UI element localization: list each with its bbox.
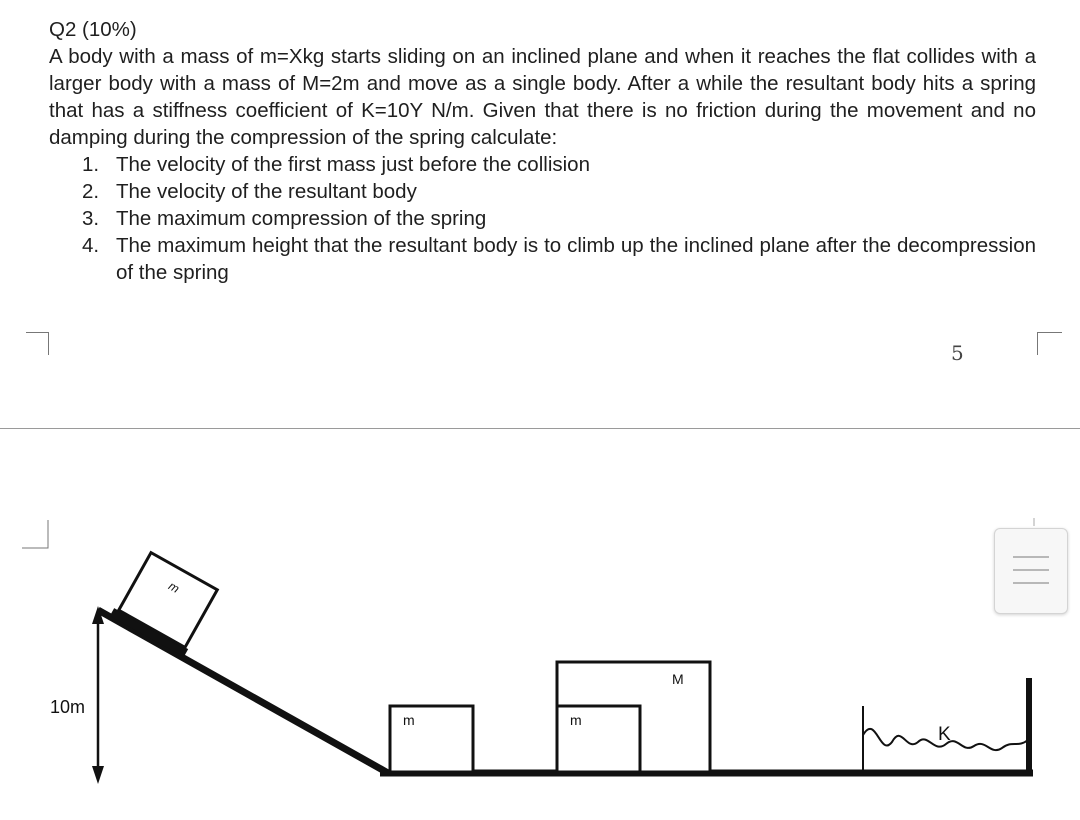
list-item-number: 2. xyxy=(82,180,100,203)
inclined-plane xyxy=(98,610,388,773)
margin-corner-mark-left xyxy=(26,332,49,355)
combined-large-label: M xyxy=(672,671,684,687)
list-item-text: The velocity of the first mass just before the collision xyxy=(116,153,590,176)
list-item-text: The velocity of the resultant body xyxy=(116,180,417,203)
list-item xyxy=(49,205,1036,232)
list-item xyxy=(49,151,1036,178)
margin-corner-mark-lower xyxy=(22,520,48,548)
list-item-number: 3. xyxy=(82,207,100,230)
scroll-handle[interactable] xyxy=(994,528,1068,614)
list-item-text: The maximum height that the resultant body is to climb up the inclined plane after the decompression of the spring xyxy=(116,234,1036,284)
mass-on-incline-label: m xyxy=(166,578,182,596)
spring-label: K xyxy=(938,724,951,745)
combined-small-label: m xyxy=(570,712,582,728)
list-item xyxy=(49,178,1036,205)
page-number: 5 xyxy=(951,341,964,365)
list-item-number: 4. xyxy=(82,234,100,257)
height-arrow-bottom-head xyxy=(92,766,104,784)
question-title: Q2 (10%) xyxy=(49,18,137,41)
question-block xyxy=(49,16,1036,286)
page-break-line xyxy=(0,428,1080,429)
question-body: A body with a mass of m=Xkg starts sliding on an inclined plane and when it reaches the flat collides with a larger body with a mass of M=2m and move as a single body. After a while the resultant body hits a spring that has a stiffness coefficient of K=10Y N/m. Given that there is no friction during the movement and no damping during the compression of the spring calculate: xyxy=(49,45,1036,149)
physics-diagram xyxy=(0,430,1080,820)
mass-on-flat-label: m xyxy=(403,712,415,728)
list-item-text: The maximum compression of the spring xyxy=(116,207,487,230)
list-item-number: 1. xyxy=(82,153,100,176)
margin-corner-mark-right xyxy=(1037,332,1062,355)
question-items-list xyxy=(49,151,1036,286)
height-label: 10m xyxy=(50,697,86,717)
list-item xyxy=(49,232,1036,286)
